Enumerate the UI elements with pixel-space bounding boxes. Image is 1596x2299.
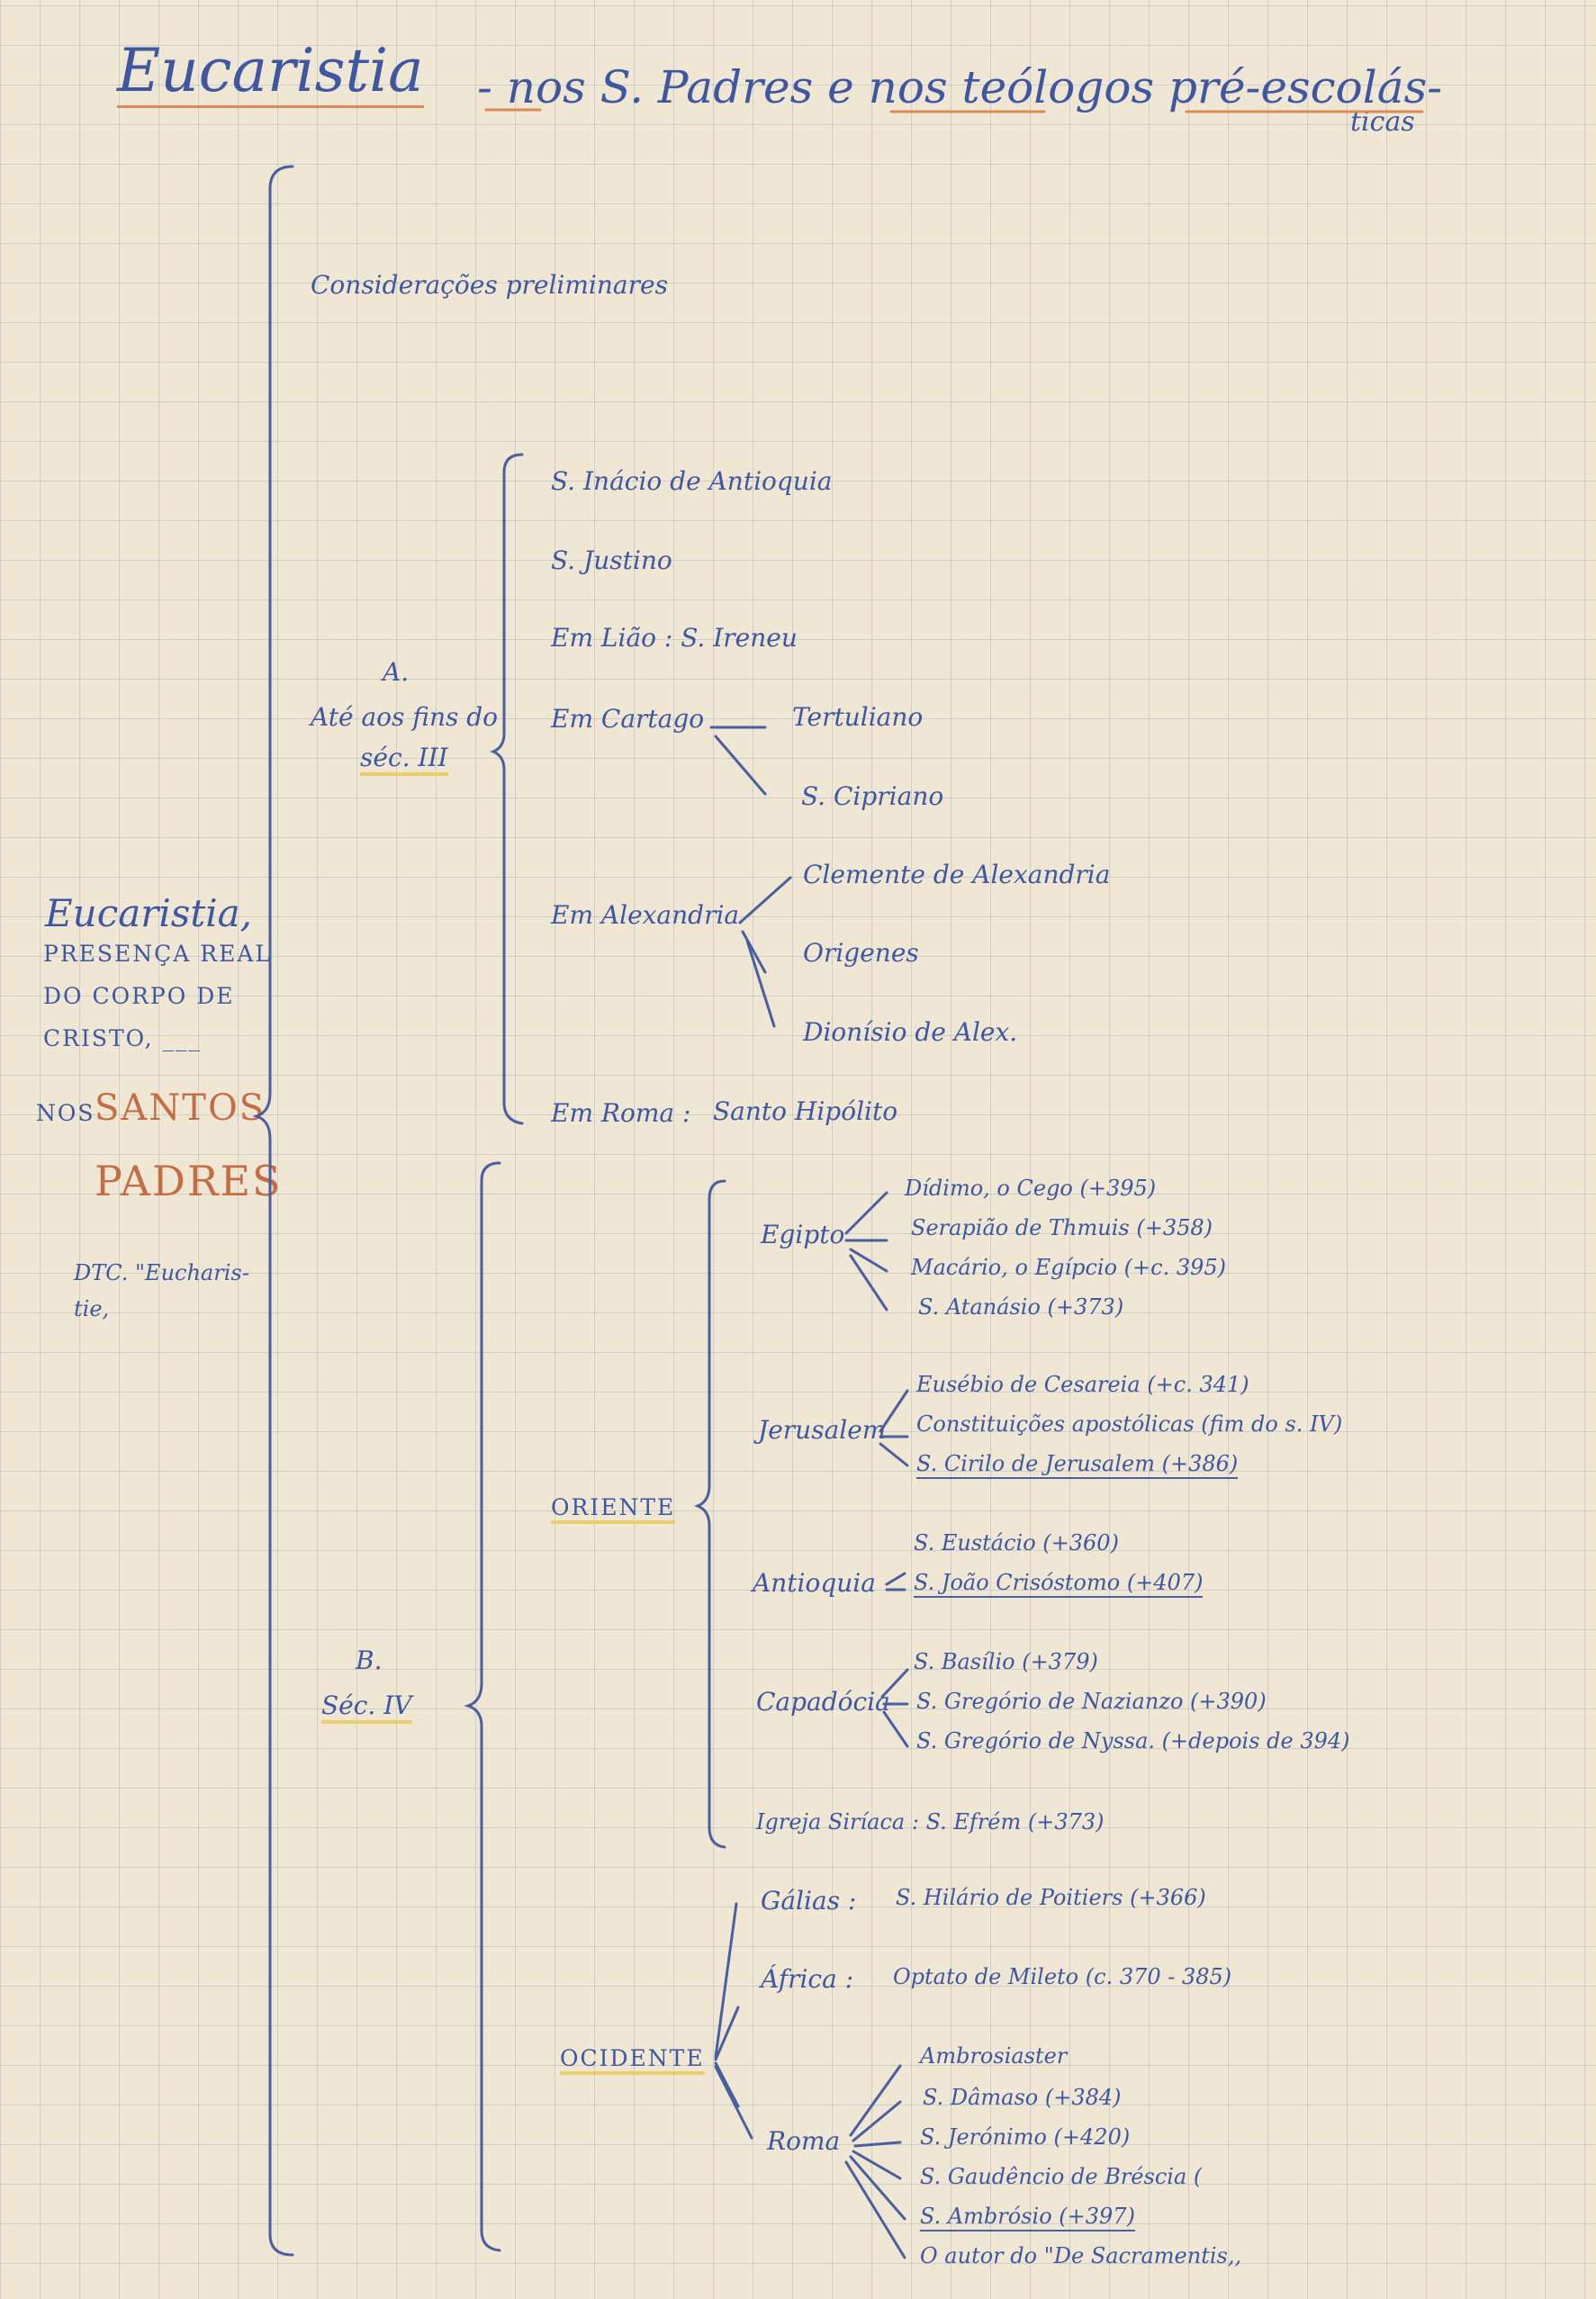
a-item-origenes: Origenes	[803, 938, 919, 968]
egipto-item-1: Dídimo, o Cego (+395)	[905, 1176, 1157, 1201]
left-nos: NOS	[36, 1100, 95, 1126]
jerusalem-item-2: Constituições apostólicas (fim do s. IV)	[916, 1411, 1343, 1437]
antioquia-label: Antioquia	[753, 1568, 876, 1598]
antioquia-item-1: S. Eustácio (+360)	[914, 1530, 1119, 1555]
left-heading: Eucaristia,	[45, 891, 253, 935]
jerusalem-label: Jerusalem	[758, 1415, 887, 1445]
section-b-letter: B.	[356, 1645, 383, 1675]
section-a-line-1: Até aos fins do	[311, 702, 499, 732]
egipto-item-4: S. Atanásio (+373)	[918, 1294, 1124, 1320]
capadocia-label: Capadócia	[756, 1687, 890, 1717]
title-continuation: ticas	[1350, 106, 1415, 138]
capadocia-item-3: S. Gregório de Nyssa. (+depois de 394)	[916, 1728, 1350, 1754]
left-ref-2: tie,	[74, 1296, 110, 1321]
section-a-century: séc. III	[360, 743, 448, 776]
egipto-label: Egipto	[761, 1220, 845, 1249]
ambrosio-underlined: S. Ambrósio (+397)	[920, 2204, 1135, 2231]
a-item-cipriano: S. Cipriano	[801, 781, 944, 811]
galias-item: S. Hilário de Poitiers (+366)	[896, 1885, 1206, 1910]
roma-item-4: S. Gaudêncio de Bréscia (	[920, 2164, 1203, 2189]
cirilo-underlined: S. Cirilo de Jerusalem (+386)	[916, 1451, 1238, 1479]
left-line-1: PRESENÇA REAL	[43, 941, 273, 967]
ocidente-text: OCIDENTE	[560, 2045, 705, 2075]
roma-item-2: S. Dâmaso (+384)	[923, 2085, 1122, 2110]
preliminary-considerations: Considerações preliminares	[311, 270, 668, 300]
a-item-dionisio: Dionísio de Alex.	[803, 1017, 1018, 1047]
title-word: Eucaristia	[117, 36, 424, 108]
egipto-item-3: Macário, o Egípcio (+c. 395)	[911, 1255, 1227, 1280]
capadocia-item-1: S. Basílio (+379)	[914, 1649, 1098, 1674]
a-item-alexandria: Em Alexandria	[551, 900, 740, 930]
oriente-text: ORIENTE	[551, 1494, 675, 1524]
left-santos: SANTOS	[95, 1087, 266, 1129]
a-item-tertuliano: Tertuliano	[792, 702, 924, 732]
igreja-siriaca: Igreja Siríaca : S. Efrém (+373)	[756, 1809, 1105, 1835]
a-item-cartago: Em Cartago	[551, 704, 705, 734]
a-item-ireneu: Em Lião : S. Ireneu	[551, 623, 798, 653]
a-item-justino: S. Justino	[551, 545, 672, 575]
left-ref-1: DTC. "Eucharis-	[74, 1260, 249, 1285]
roma-label: Roma	[767, 2126, 841, 2156]
section-b-century: Séc. IV	[321, 1690, 412, 1724]
capadocia-item-2: S. Gregório de Nazianzo (+390)	[916, 1689, 1267, 1714]
left-line-2: DO CORPO DE	[43, 983, 235, 1009]
a-item-hipolito: Santo Hipólito	[713, 1096, 898, 1126]
a-item-inacio: S. Inácio de Antioquia	[551, 466, 833, 496]
left-line-3: CRISTO, ___	[43, 1025, 203, 1051]
a-item-roma: Em Roma :	[551, 1098, 691, 1128]
title-rest: - nos S. Padres e nos teólogos pré-escolás-	[477, 61, 1443, 113]
section-a-letter: A.	[383, 657, 410, 687]
crisostomo-underlined: S. João Crisóstomo (+407)	[914, 1570, 1203, 1598]
roma-item-6: O autor do "De Sacramentis,,	[920, 2243, 1242, 2268]
galias-label: Gálias :	[761, 1886, 857, 1916]
egipto-item-2: Serapião de Thmuis (+358)	[911, 1215, 1213, 1240]
jerusalem-item-1: Eusébio de Cesareia (+c. 341)	[916, 1372, 1249, 1397]
left-padres: PADRES	[95, 1157, 283, 1205]
roma-item-3: S. Jerónimo (+420)	[920, 2124, 1131, 2150]
africa-item: Optato de Mileto (c. 370 - 385)	[893, 1964, 1232, 1989]
africa-label: África :	[761, 1964, 854, 1994]
a-item-clemente: Clemente de Alexandria	[803, 860, 1111, 889]
roma-item-1: Ambrosiaster	[920, 2043, 1068, 2069]
